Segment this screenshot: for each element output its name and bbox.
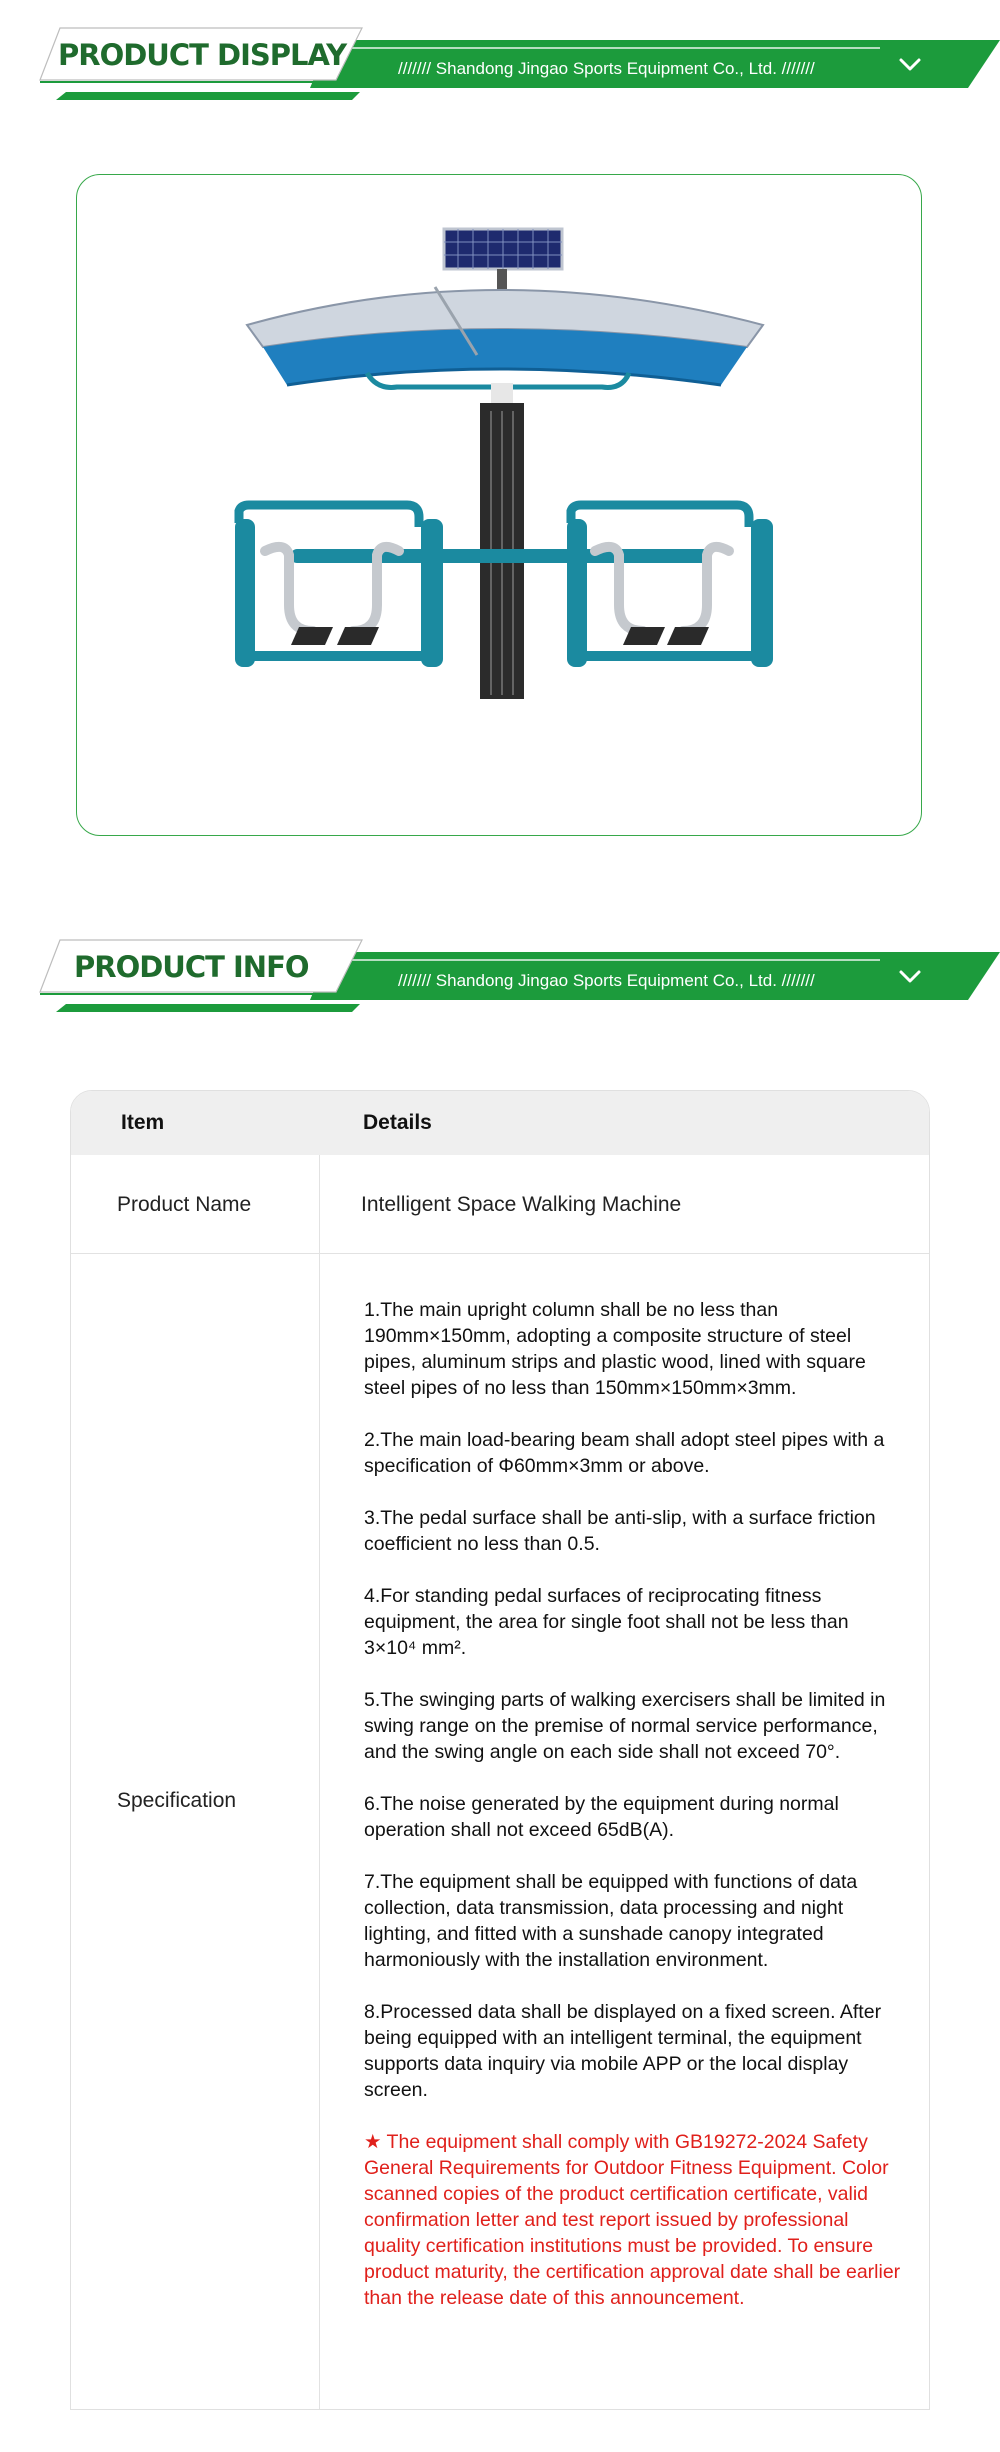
spec-item: 1.The main upright column shall be no less than 190mm×150mm, adopting a composite structure of steel pipes, aluminum strips and plastic wood, lined with square steel pipes of no less than 150mm×150mm×3mm. [364, 1299, 866, 1399]
compliance-note: ★ The equipment shall comply with GB19272-2024 Safety General Requirements for Outdoor Fitness Equipment. Color scanned copies of the product certification certificate, valid confirmation letter and test report issued by professional quality certification institutions must be provided. To ensure product maturity, the certification approval date shall be earlier than the release date of this announcement. [364, 2131, 901, 2309]
chevron-down-icon[interactable] [895, 962, 925, 992]
header-item: Item [121, 1111, 165, 1134]
spec-item: 6.The noise generated by the equipment during normal operation shall not exceed 65dB(A). [364, 1793, 839, 1841]
spec-item: 7.The equipment shall be equipped with functions of data collection, data transmission, data processing and night lighting, and fitted with a sunshade canopy integrated harmoniously with the installation environment. [364, 1871, 858, 1971]
header-details: Details [363, 1111, 432, 1134]
specification-label: Specification [117, 1789, 237, 1812]
section-header-product-display [0, 22, 1000, 122]
spec-item: 4.For standing pedal surfaces of reciprocating fitness equipment, the area for single foot shall not be less than 3×10⁴ mm². [364, 1585, 849, 1659]
company-name: /////// Shandong Jingao Sports Equipment Co., Ltd. /////// [398, 971, 815, 990]
spec-item: 5.The swinging parts of walking exercisers shall be limited in swing range on the premise of normal service performance, and the swing angle on each side shall not exceed 70°. [364, 1689, 886, 1763]
section-title: PRODUCT INFO [74, 950, 309, 984]
product-name-value: Intelligent Space Walking Machine [361, 1193, 682, 1216]
spec-item: 3.The pedal surface shall be anti-slip, with a surface friction coefficient no less than 0.5. [364, 1507, 876, 1555]
column-divider [319, 1155, 320, 2410]
spec-item: 2.The main load-bearing beam shall adopt steel pipes with a specification of Φ60mm×3mm or above. [364, 1429, 885, 1477]
space-walking-machine-illustration [77, 175, 923, 837]
section-header-product-info [0, 934, 1000, 1034]
table-header [71, 1091, 930, 1155]
section-title: PRODUCT DISPLAY [58, 38, 347, 72]
row-divider [71, 1253, 930, 1254]
specification-list [364, 1297, 904, 2311]
product-image-frame [76, 174, 922, 836]
company-name: /////// Shandong Jingao Sports Equipment Co., Ltd. /////// [398, 59, 815, 78]
spec-item: 8.Processed data shall be displayed on a fixed screen. After being equipped with an intelligent terminal, the equipment supports data inquiry via mobile APP or the local display screen. [364, 2001, 882, 2101]
product-info-table [70, 1090, 930, 2410]
chevron-down-icon[interactable] [895, 50, 925, 80]
product-name-label: Product Name [117, 1193, 252, 1216]
